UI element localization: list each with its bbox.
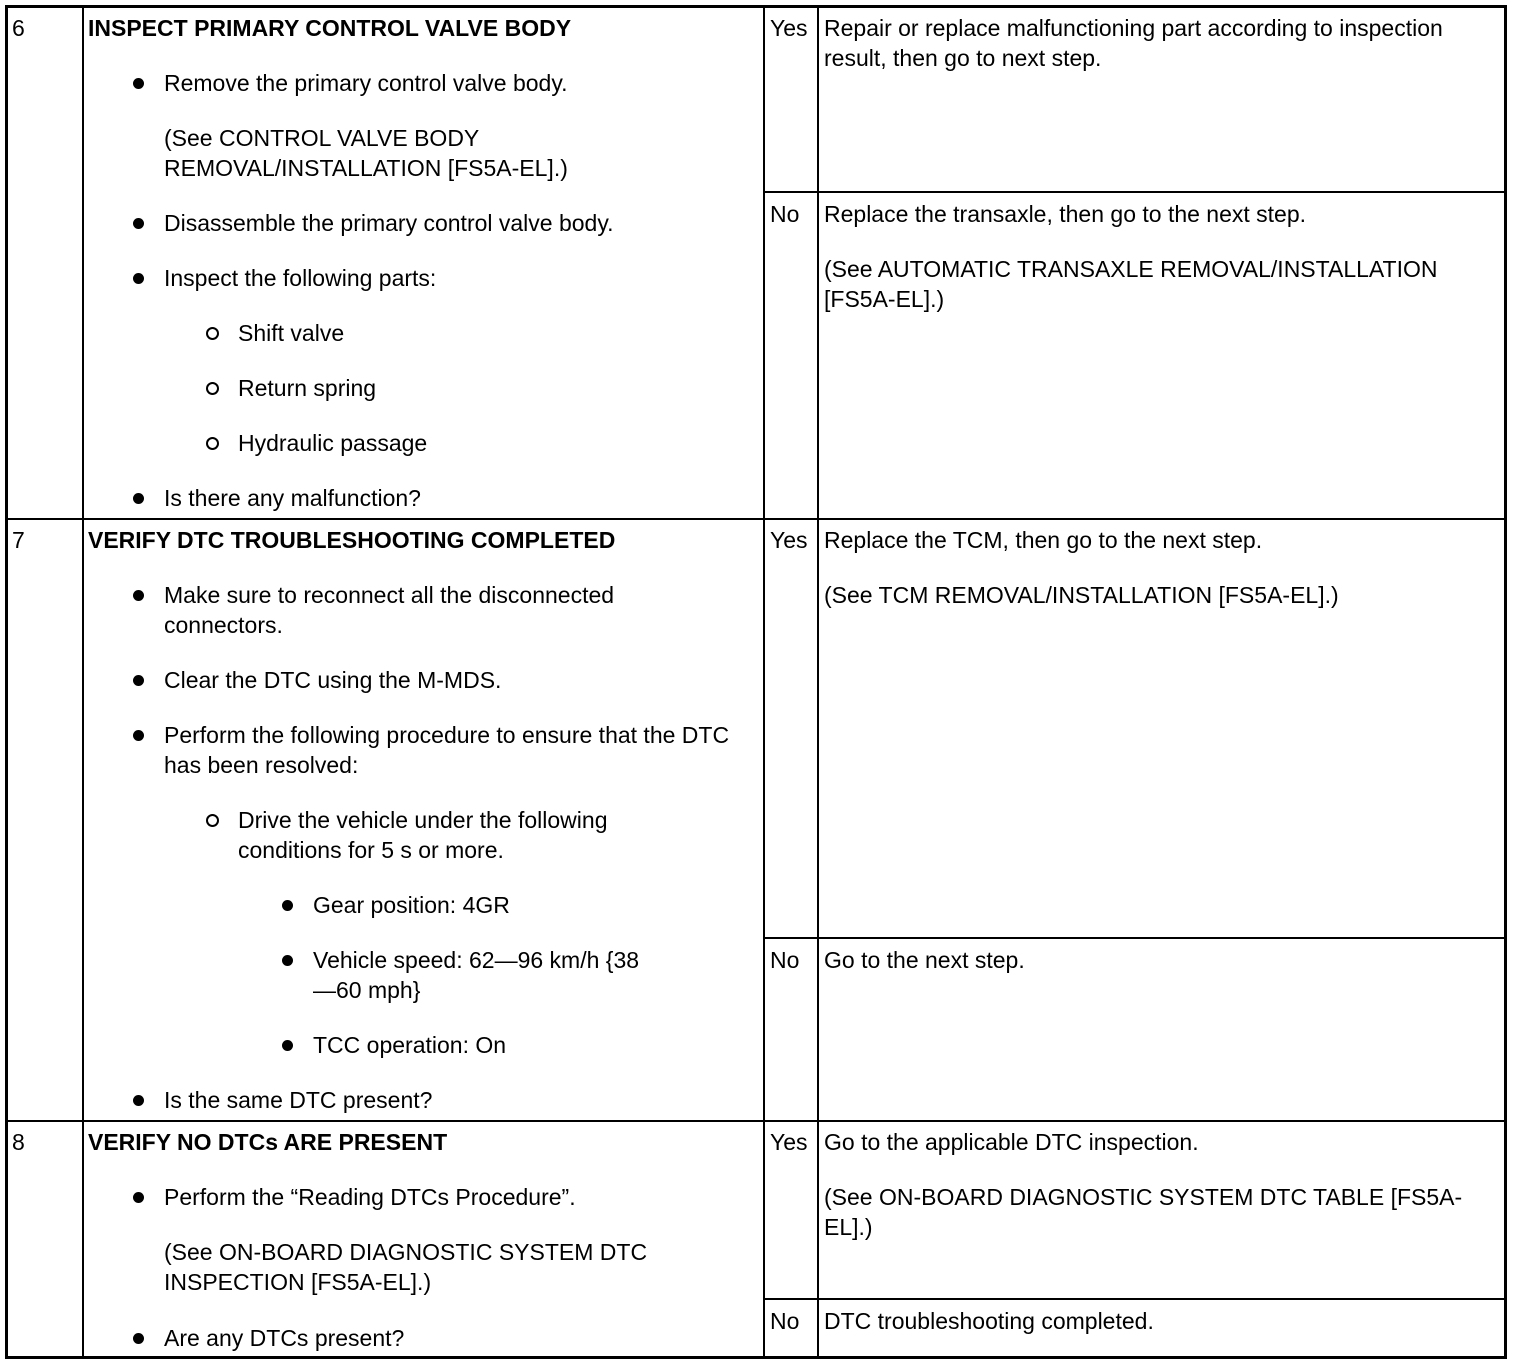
no-action: Go to the next step. bbox=[824, 947, 1025, 973]
step-title: VERIFY DTC TROUBLESHOOTING COMPLETED bbox=[88, 527, 616, 553]
bullet-icon bbox=[133, 675, 144, 686]
table-border-right bbox=[1504, 5, 1507, 1359]
divider-col-number bbox=[82, 5, 84, 1359]
bullet-icon bbox=[133, 1095, 144, 1106]
yes-label: Yes bbox=[770, 15, 808, 41]
bullet-icon bbox=[133, 273, 144, 284]
divider-col-answer bbox=[817, 5, 819, 1359]
divider-yes-no-7 bbox=[763, 937, 1507, 939]
yes-reference: (See ON-BOARD DIAGNOSTIC SYSTEM DTC TABLE [FS5A-EL].) bbox=[824, 1184, 1463, 1240]
circle-bullet-icon bbox=[206, 814, 219, 827]
step-number: 7 bbox=[12, 527, 25, 553]
sub-step-text: Hydraulic passage bbox=[238, 430, 428, 456]
bullet-icon bbox=[133, 590, 144, 601]
bullet-icon bbox=[133, 218, 144, 229]
bullet-icon bbox=[282, 1040, 293, 1051]
bullet-icon bbox=[133, 493, 144, 504]
bullet-icon bbox=[133, 730, 144, 741]
divider-yes-no-8 bbox=[763, 1298, 1507, 1300]
table-border-bottom bbox=[5, 1356, 1507, 1359]
yes-action: Replace the TCM, then go to the next step. bbox=[824, 527, 1263, 553]
step-text: Disassemble the primary control valve body. bbox=[164, 210, 614, 236]
step-reference: (See ON-BOARD DIAGNOSTIC SYSTEM DTC INSPECTION [FS5A-EL].) bbox=[164, 1239, 648, 1295]
step-title: INSPECT PRIMARY CONTROL VALVE BODY bbox=[88, 15, 572, 41]
no-label: No bbox=[770, 1308, 800, 1334]
no-action: DTC troubleshooting completed. bbox=[824, 1308, 1154, 1334]
step-text: Perform the following procedure to ensure that the DTC has been resolved: bbox=[164, 722, 730, 778]
step-text: Perform the “Reading DTCs Procedure”. bbox=[164, 1184, 576, 1210]
divider-col-steps bbox=[763, 5, 765, 1359]
table-border-left bbox=[5, 5, 8, 1359]
yes-label: Yes bbox=[770, 527, 808, 553]
step-text: Inspect the following parts: bbox=[164, 265, 437, 291]
no-label: No bbox=[770, 947, 800, 973]
divider-row-7-8 bbox=[5, 1120, 1507, 1122]
sub-step-text: Return spring bbox=[238, 375, 377, 401]
sub-step-text: Shift valve bbox=[238, 320, 345, 346]
step-title: VERIFY NO DTCs ARE PRESENT bbox=[88, 1129, 448, 1155]
step-question: Is there any malfunction? bbox=[164, 485, 421, 511]
circle-bullet-icon bbox=[206, 382, 219, 395]
yes-action: Go to the applicable DTC inspection. bbox=[824, 1129, 1199, 1155]
step-question: Is the same DTC present? bbox=[164, 1087, 433, 1113]
step-reference: (See CONTROL VALVE BODY REMOVAL/INSTALLATION [FS5A-EL].) bbox=[164, 125, 568, 181]
bullet-icon bbox=[282, 900, 293, 911]
yes-action: Repair or replace malfunctioning part according to inspection result, then go to next step. bbox=[824, 15, 1443, 71]
step-text: Remove the primary control valve body. bbox=[164, 70, 568, 96]
bullet-icon bbox=[133, 1333, 144, 1344]
sub-step-text: Drive the vehicle under the following conditions for 5 s or more. bbox=[238, 807, 608, 863]
step-question: Are any DTCs present? bbox=[164, 1325, 405, 1351]
condition-text: Vehicle speed: 62—96 km/h {38—60 mph} bbox=[313, 947, 640, 1003]
step-number: 8 bbox=[12, 1129, 25, 1155]
no-reference: (See AUTOMATIC TRANSAXLE REMOVAL/INSTALLATION [FS5A-EL].) bbox=[824, 256, 1438, 312]
no-label: No bbox=[770, 201, 800, 227]
step-text: Clear the DTC using the M-MDS. bbox=[164, 667, 502, 693]
condition-text: Gear position: 4GR bbox=[313, 892, 510, 918]
divider-row-6-7 bbox=[5, 518, 1507, 520]
condition-text: TCC operation: On bbox=[313, 1032, 507, 1058]
bullet-icon bbox=[133, 78, 144, 89]
circle-bullet-icon bbox=[206, 327, 219, 340]
bullet-icon bbox=[282, 955, 293, 966]
no-action: Replace the transaxle, then go to the next step. bbox=[824, 201, 1307, 227]
yes-reference: (See TCM REMOVAL/INSTALLATION [FS5A-EL].) bbox=[824, 582, 1339, 608]
bullet-icon bbox=[133, 1192, 144, 1203]
yes-label: Yes bbox=[770, 1129, 808, 1155]
table-border-top bbox=[5, 5, 1507, 8]
step-text: Make sure to reconnect all the disconnected connectors. bbox=[164, 582, 615, 638]
divider-yes-no-6 bbox=[763, 191, 1507, 193]
circle-bullet-icon bbox=[206, 437, 219, 450]
step-number: 6 bbox=[12, 15, 25, 41]
